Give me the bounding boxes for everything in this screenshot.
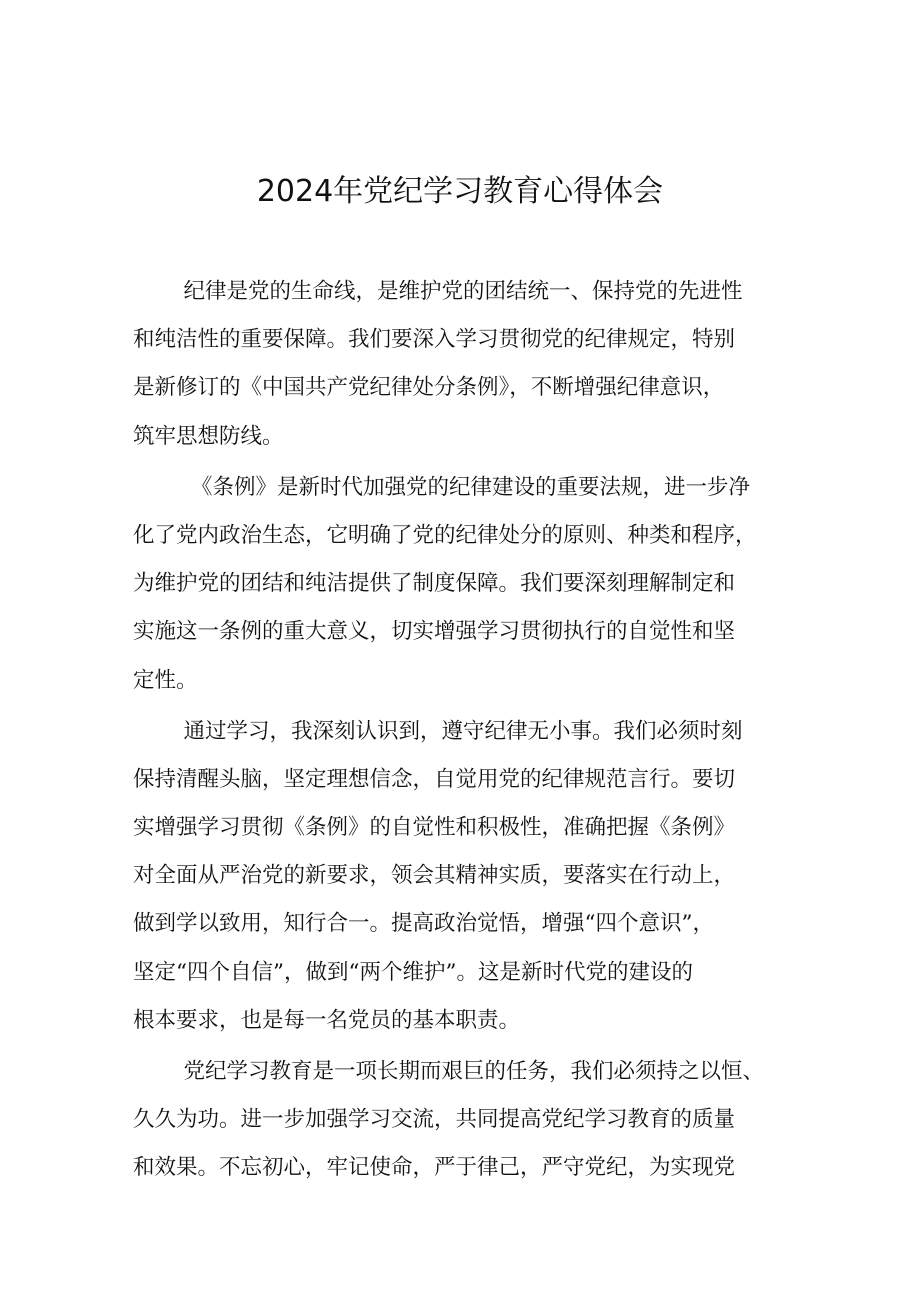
- paragraph-line: 对全面从严治党的新要求，领会其精神实质，要落实在行动上，: [133, 863, 736, 889]
- paragraph-line: 纪律是党的生命线，是维护党的团结统一、保持党的先进性: [183, 279, 743, 304]
- paragraph-line: 和效果。不忘初心，牢记使命，严于律己，严守党纪，为实现党: [133, 1155, 736, 1181]
- paragraph-line: 实增强学习贯彻《条例》的自觉性和积极性，准确把握《条例》: [133, 815, 736, 841]
- paragraph-line: 做到学以致用，知行合一。提高政治觉悟，增强“四个意识”，: [133, 911, 714, 937]
- paragraph-line: 和纯洁性的重要保障。我们要深入学习贯彻党的纪律规定，特别: [133, 327, 736, 353]
- paragraph-line: 定性。: [133, 667, 198, 693]
- paragraph-line: 久久为功。进一步加强学习交流，共同提高党纪学习教育的质量: [133, 1107, 736, 1133]
- paragraph-line: 是新修订的《中国共产党纪律处分条例》，不断增强纪律意识，: [133, 375, 725, 401]
- paragraph-line: 实施这一条例的重大意义，切实增强学习贯彻执行的自觉性和坚: [133, 619, 736, 645]
- paragraph-line: 筑牢思想防线。: [133, 423, 284, 449]
- paragraph: [133, 268, 798, 461]
- paragraph: [133, 464, 798, 705]
- document-body: [133, 268, 798, 1193]
- paragraph-line: 党纪学习教育是一项长期而艰巨的任务，我们必须持之以恒、: [183, 1059, 765, 1084]
- paragraph-line: 通过学习，我深刻认识到，遵守纪律无小事。我们必须时刻: [183, 718, 743, 744]
- page-title: 2024年党纪学习教育心得体会: [256, 174, 664, 209]
- paragraph-line: 化了党内政治生态，它明确了党的纪律处分的原则、种类和程序，: [133, 522, 757, 548]
- paragraph-line: 为维护党的团结和纯洁提供了制度保障。我们要深刻理解制定和: [133, 571, 736, 597]
- paragraph: [133, 708, 798, 1045]
- paragraph-line: 保持清醒头脑，坚定理想信念，自觉用党的纪律规范言行。要切: [133, 766, 736, 792]
- paragraph-line: 坚定“四个自信”，做到“两个维护”。这是新时代党的建设的: [133, 959, 693, 985]
- paragraph-line: 《条例》是新时代加强党的纪律建设的重要法规，进一步净: [191, 474, 751, 500]
- paragraph-line: 根本要求，也是每一名党员的基本职责。: [133, 1007, 521, 1033]
- paragraph: [133, 1048, 798, 1193]
